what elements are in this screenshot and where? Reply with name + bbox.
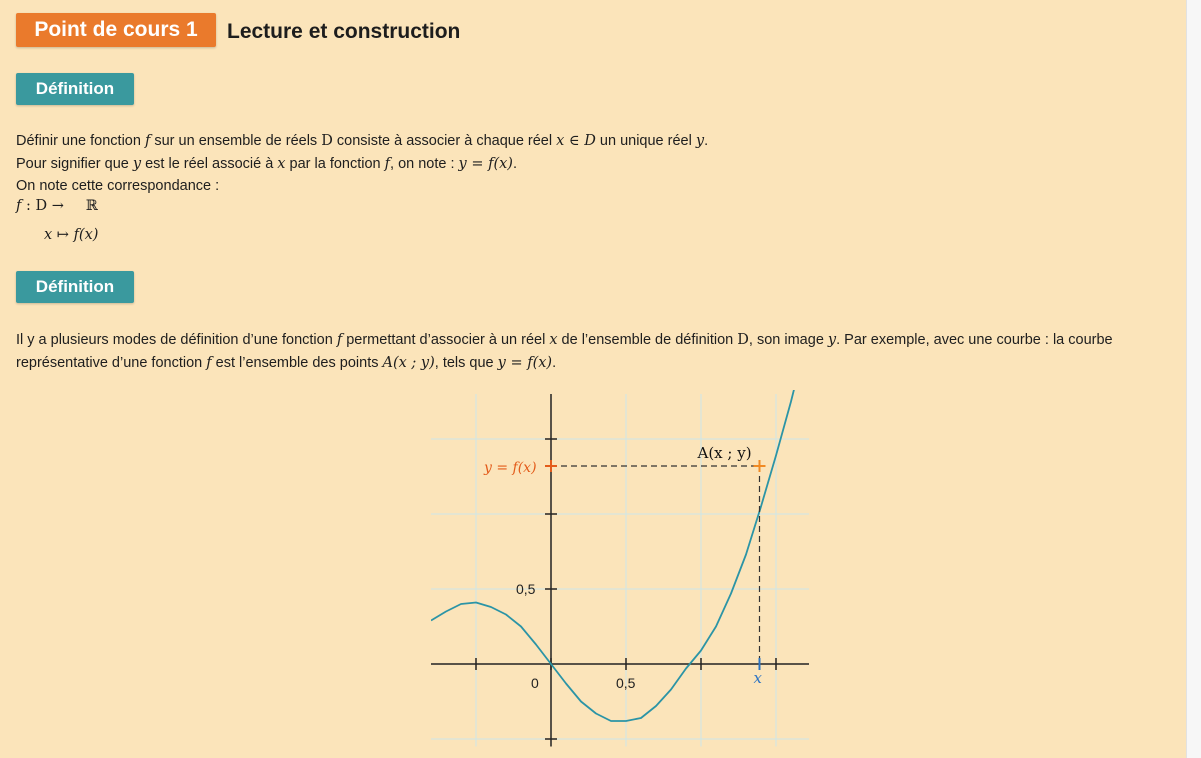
text: permettant d’associer à un réel <box>342 332 550 348</box>
math-x-in-D: x ∈ D <box>556 133 596 149</box>
math-D: D <box>35 198 48 214</box>
text: de l’ensemble de définition <box>557 332 738 348</box>
text: . <box>512 156 517 172</box>
text: un unique réel <box>595 133 696 149</box>
definition-badge-1: Définition <box>16 73 134 105</box>
course-point-badge: Point de cours 1 <box>16 13 216 47</box>
point-label: A(x ; y) <box>697 444 752 462</box>
text: . Par exemple, avec une courbe : la courbe <box>836 332 1113 348</box>
math-fx: f(x) <box>73 227 99 243</box>
math-y: y <box>695 133 705 149</box>
tick-label-y: 0,5 <box>516 581 536 597</box>
math-y: y <box>827 332 837 348</box>
math-f: f <box>336 332 343 348</box>
math-D: D <box>737 332 749 348</box>
math-x: x <box>549 332 558 348</box>
y-value-label: y = f(x) <box>484 460 537 476</box>
text: . <box>704 133 709 149</box>
math-R: ℝ <box>85 198 98 214</box>
text: Pour signifier que <box>16 156 133 172</box>
x-value-label: x <box>753 669 762 687</box>
text: , tels que <box>434 355 498 371</box>
text: est l’ensemble des points <box>211 355 383 371</box>
math-y: y <box>132 156 142 172</box>
definition-1-line-3: On note cette correspondance : <box>16 178 220 194</box>
math-equation: y = f(x) <box>458 156 513 172</box>
math-point-A: A(x ; y) <box>382 355 435 371</box>
math-colon: : <box>21 198 36 214</box>
text: consiste à associer à chaque réel <box>332 133 557 149</box>
math-f: f <box>144 133 151 149</box>
math-arrow: → <box>47 198 64 214</box>
tick-label-origin: 0 <box>531 675 539 691</box>
math-D: D <box>321 133 333 149</box>
tick-label-x: 0,5 <box>616 675 636 691</box>
text: , son image <box>748 332 828 348</box>
page-title: Lecture et construction <box>227 20 461 43</box>
math-mapsto: ↦ <box>52 227 74 243</box>
text: par la fonction <box>285 156 385 172</box>
math-f: f <box>206 355 212 371</box>
text: est le réel associé à <box>141 156 278 172</box>
text: sur un ensemble de réels <box>150 133 322 149</box>
text: représentative d’une fonction <box>16 355 207 371</box>
math-x: x <box>44 227 53 243</box>
math-equation: y = f(x) <box>497 355 553 371</box>
definition-badge-2: Définition <box>16 271 134 303</box>
math-x: x <box>277 156 286 172</box>
text: , on note : <box>390 156 459 172</box>
text: . <box>552 355 557 371</box>
math-f: f <box>16 198 22 214</box>
text: Il y a plusieurs modes de définition d’une fonction <box>16 332 337 348</box>
math-f: f <box>384 156 391 172</box>
text: Définir une fonction <box>16 133 145 149</box>
